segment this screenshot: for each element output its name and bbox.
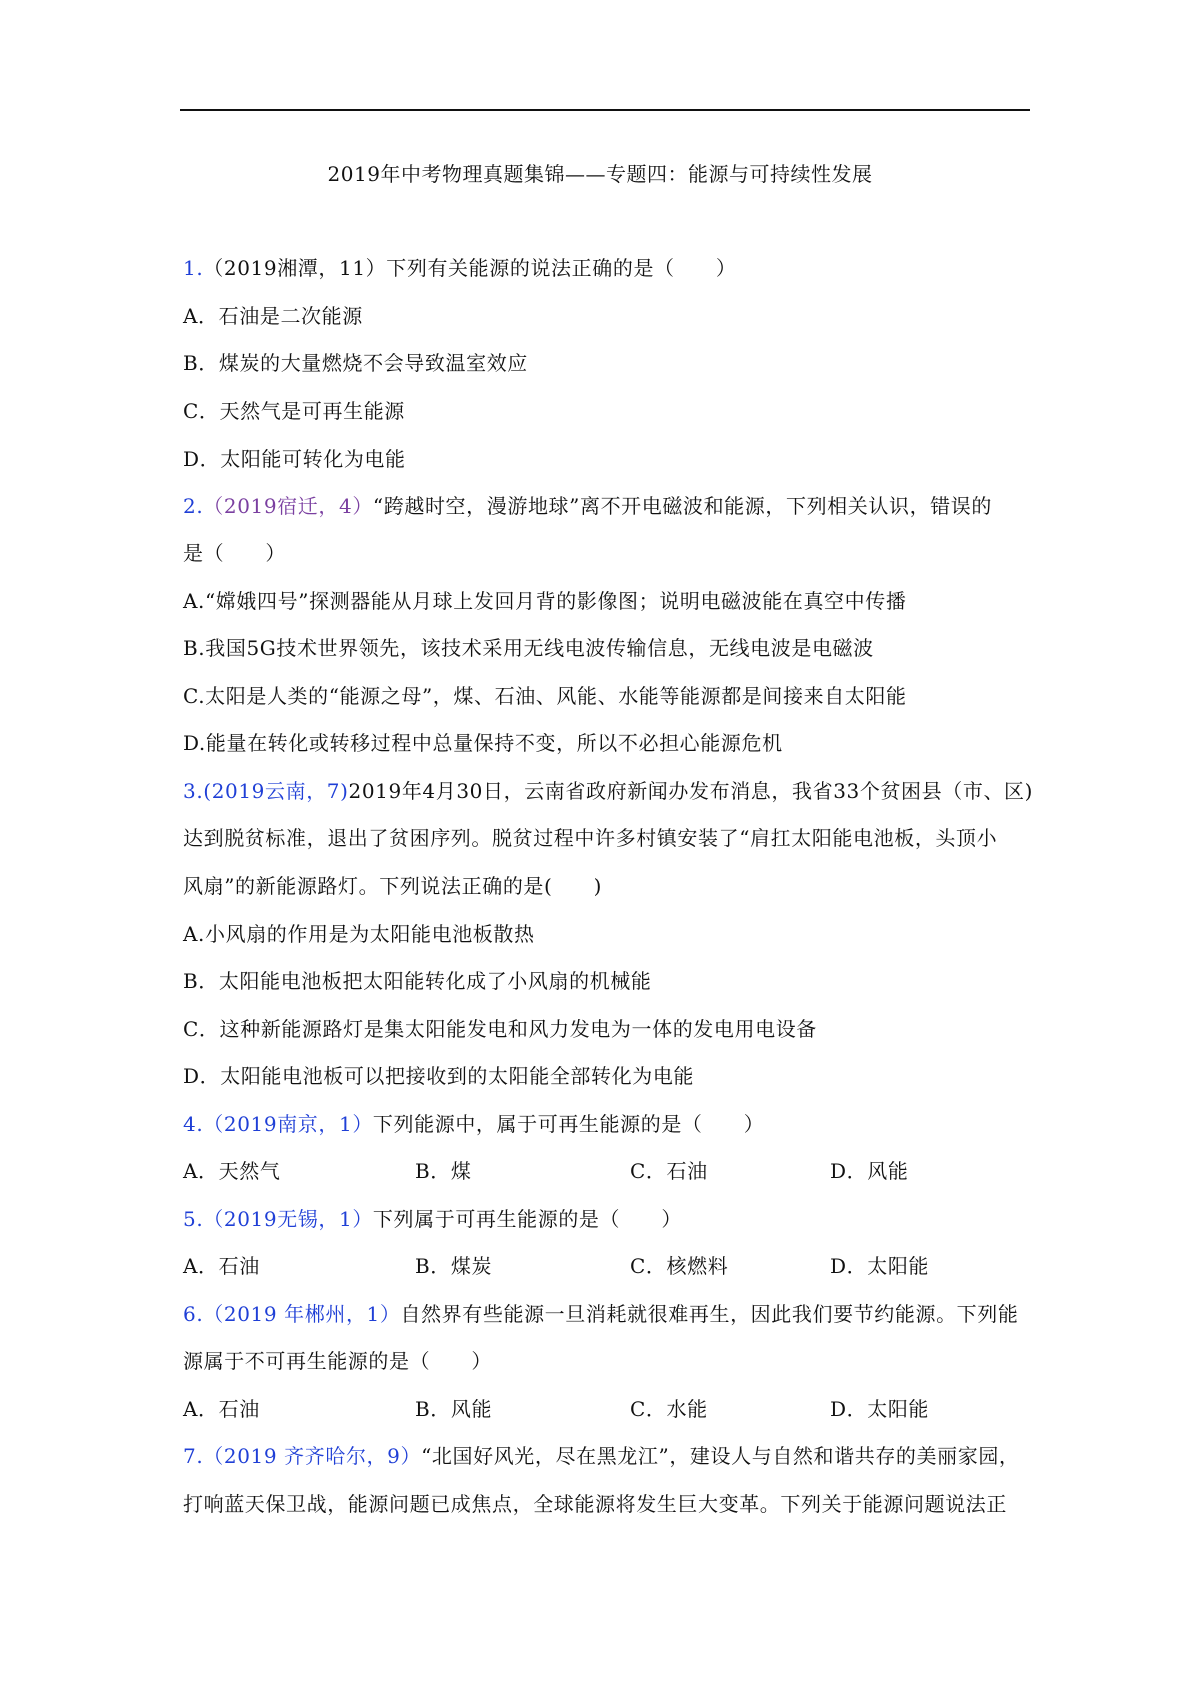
question-6-option-d: D．太阳能: [830, 1397, 930, 1421]
question-6-stem: [183, 1298, 1018, 1327]
question-5-option-c: C．核燃料: [630, 1254, 729, 1278]
question-3-option-d: D．太阳能电池板可以把接收到的太阳能全部转化为电能: [183, 1064, 695, 1088]
question-6-option-b: B．风能: [415, 1397, 493, 1421]
question-text: 自然界有些能源一旦消耗就很难再生，因此我们要节约能源。下列能: [400, 1302, 1019, 1326]
page-title: 2019年中考物理真题集锦——专题四：能源与可持续性发展: [327, 162, 873, 186]
question-3-option-c: C．这种新能源路灯是集太阳能发电和风力发电为一体的发电用电设备: [183, 1017, 817, 1041]
question-1-option-b: B．煤炭的大量燃烧不会导致温室效应: [183, 351, 528, 375]
question-source: （2019南京，1）: [203, 1112, 373, 1136]
question-3-stem-cont: 达到脱贫标准，退出了贫困序列。脱贫过程中许多村镇安装了“肩扛太阳能电池板，头顶小: [183, 826, 998, 850]
question-source: （2019湘潭，11）: [203, 256, 387, 280]
question-3-stem-cont2: 风扇”的新能源路灯。下列说法正确的是( ): [183, 874, 603, 898]
question-text: 下列有关能源的说法正确的是（ ）: [386, 256, 737, 280]
question-text: “跨越时空，漫游地球”离不开电磁波和能源，下列相关认识，错误的: [372, 494, 992, 518]
question-source: （2019无锡，1）: [203, 1207, 373, 1231]
question-4-option-b: B．煤: [415, 1159, 472, 1183]
question-4-stem: [183, 1108, 764, 1137]
question-7-stem-cont: 打响蓝天保卫战，能源问题已成焦点，全球能源将发生巨大变革。下列关于能源问题说法正: [183, 1492, 1007, 1516]
question-number: 5.: [183, 1207, 204, 1231]
question-5-option-b: B．煤炭: [415, 1254, 493, 1278]
question-text: “北国好风光，尽在黑龙江”，建设人与自然和谐共存的美丽家园，: [421, 1444, 1020, 1468]
question-source: （2019宿迁，4）: [203, 494, 373, 518]
question-text: 下列能源中，属于可再生能源的是（ ）: [372, 1112, 765, 1136]
header-rule: [180, 109, 1030, 111]
question-6-option-a: A．石油: [183, 1397, 260, 1421]
question-2-option-d: D.能量在转化或转移过程中总量保持不变，所以不必担心能源危机: [183, 731, 783, 755]
question-4-option-c: C．石油: [630, 1159, 708, 1183]
question-number: 2.: [183, 494, 204, 518]
question-source: (2019云南，7): [203, 779, 349, 803]
question-2-option-b: B.我国5G技术世界领先，该技术采用无线电波传输信息，无线电波是电磁波: [183, 636, 874, 660]
question-1-option-c: C．天然气是可再生能源: [183, 399, 405, 423]
question-4-option-d: D．风能: [830, 1159, 909, 1183]
question-3-option-b: B．太阳能电池板把太阳能转化成了小风扇的机械能: [183, 969, 652, 993]
question-6-option-c: C．水能: [630, 1397, 708, 1421]
question-source: （2019 齐齐哈尔，9）: [203, 1444, 422, 1468]
question-5-stem: [183, 1203, 682, 1232]
question-2-stem: [183, 490, 992, 519]
question-2-option-c: C.太阳是人类的“能源之母”，煤、石油、风能、水能等能源都是间接来自太阳能: [183, 684, 907, 708]
question-4-option-a: A．天然气: [183, 1159, 281, 1183]
question-text: 2019年4月30日，云南省政府新闻办发布消息，我省33个贫困县（市、区): [348, 779, 1034, 803]
question-2-stem-cont: 是（ ）: [183, 541, 286, 565]
question-2-option-a: A.“嫦娥四号”探测器能从月球上发回月背的影像图；说明电磁波能在真空中传播: [183, 589, 907, 613]
question-text: 下列属于可再生能源的是（ ）: [372, 1207, 682, 1231]
question-number: 1.: [183, 256, 204, 280]
question-number: 4.: [183, 1112, 204, 1136]
question-7-stem: [183, 1440, 1020, 1469]
question-3-option-a: A.小风扇的作用是为太阳能电池板散热: [183, 922, 535, 946]
question-6-stem-cont: 源属于不可再生能源的是（ ）: [183, 1349, 492, 1373]
question-1-option-d: D．太阳能可转化为电能: [183, 447, 406, 471]
question-5-option-d: D．太阳能: [830, 1254, 930, 1278]
question-number: 3.: [183, 779, 204, 803]
question-number: 7.: [183, 1444, 204, 1468]
question-5-option-a: A．石油: [183, 1254, 260, 1278]
question-number: 6.: [183, 1302, 204, 1326]
question-3-stem: [183, 775, 1033, 804]
question-1-option-a: A．石油是二次能源: [183, 304, 363, 328]
question-source: （2019 年郴州，1）: [203, 1302, 401, 1326]
question-1-stem: [183, 252, 736, 281]
